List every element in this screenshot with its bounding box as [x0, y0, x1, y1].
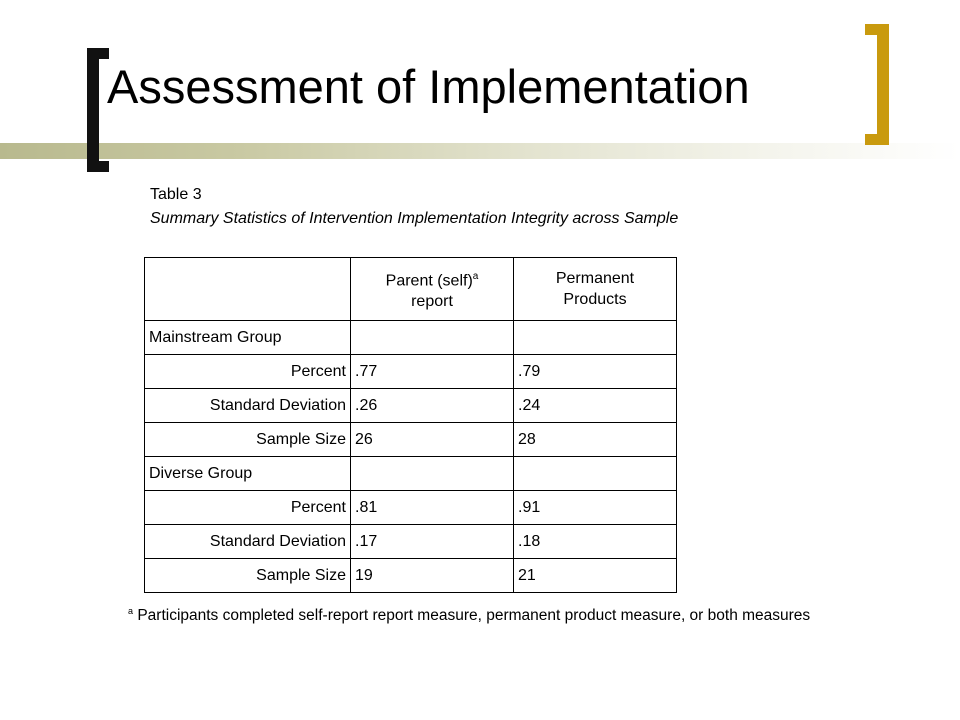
group-row-mainstream	[145, 321, 677, 355]
header-parent-suffix: report	[411, 293, 453, 311]
summary-statistics-table	[144, 257, 677, 593]
table-cell-empty	[514, 457, 677, 491]
footnote-text: Participants completed self-report report measure, permanent product measure, or both measures	[137, 607, 811, 625]
table-label: Table 3	[150, 186, 202, 203]
table-row	[145, 491, 677, 525]
table-row	[145, 355, 677, 389]
group-label: Diverse Group	[145, 457, 351, 491]
permanent-value: 21	[514, 559, 677, 593]
permanent-value: .24	[514, 389, 677, 423]
row-label: Standard Deviation	[145, 389, 351, 423]
parent-value: 19	[351, 559, 514, 593]
table-cell-empty	[351, 321, 514, 355]
row-label: Sample Size	[145, 423, 351, 457]
header-parent-text: Parent (self)	[385, 272, 473, 290]
group-row-diverse	[145, 457, 677, 491]
row-label: Percent	[145, 491, 351, 525]
table-row	[145, 525, 677, 559]
permanent-value: 28	[514, 423, 677, 457]
right-bracket-decoration	[865, 24, 889, 145]
parent-value: .77	[351, 355, 514, 389]
parent-value: 26	[351, 423, 514, 457]
parent-value: .81	[351, 491, 514, 525]
header-parent-marker: a	[472, 270, 479, 282]
page-title: Assessment of Implementation	[107, 60, 750, 113]
table-cell-empty	[351, 457, 514, 491]
table-footnote	[128, 606, 810, 625]
parent-value: .17	[351, 525, 514, 559]
header-permanent-products	[514, 258, 677, 321]
left-bracket-decoration	[87, 48, 109, 172]
permanent-value: .79	[514, 355, 677, 389]
table-subtitle: Summary Statistics of Intervention Implementation Integrity across Sample	[150, 210, 679, 227]
table-row	[145, 559, 677, 593]
header-gradient-band	[0, 143, 960, 159]
table-cell-empty	[514, 321, 677, 355]
permanent-value: .91	[514, 491, 677, 525]
header-permanent-text: Permanent	[555, 270, 635, 287]
table-caption	[150, 183, 678, 231]
table-row	[145, 423, 677, 457]
header-permanent-suffix: Products	[563, 291, 627, 308]
parent-value: .26	[351, 389, 514, 423]
header-parent-report	[351, 258, 514, 321]
group-label: Mainstream Group	[145, 321, 351, 355]
row-label: Standard Deviation	[145, 525, 351, 559]
row-label: Percent	[145, 355, 351, 389]
permanent-value: .18	[514, 525, 677, 559]
table-header-row	[145, 258, 677, 321]
header-empty-cell	[145, 258, 351, 321]
row-label: Sample Size	[145, 559, 351, 593]
footnote-marker: a	[128, 606, 134, 616]
table-row	[145, 389, 677, 423]
